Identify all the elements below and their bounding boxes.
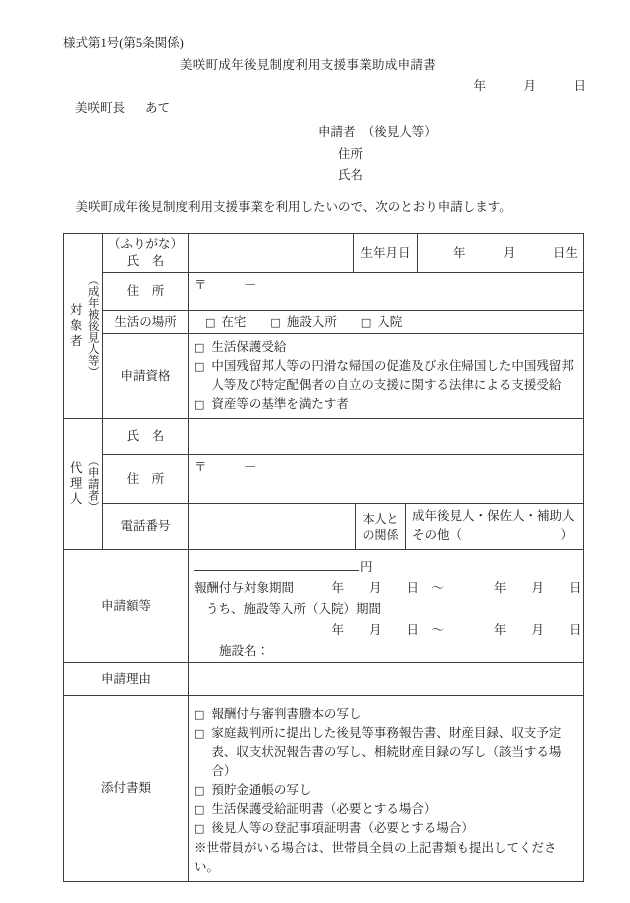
attachment-options: [194, 705, 579, 838]
subject-address-field[interactable]: 〒 －: [189, 273, 584, 311]
checkbox-label: 生活保護受給証明書（必要とする場合）: [211, 802, 437, 816]
relation-other-close: ）: [560, 528, 574, 542]
subject-group-cell: [64, 234, 103, 419]
checkbox-icon[interactable]: □: [205, 315, 216, 329]
relation-field[interactable]: [406, 504, 584, 550]
addressee-suffix: あて: [145, 101, 171, 115]
facility-period-heading: うち、施設等入所（入院）期間: [206, 602, 382, 616]
row-living-place: [64, 311, 584, 334]
checkbox-label: 資産等の基準を満たす者: [211, 397, 349, 411]
checkbox-item: [205, 313, 246, 332]
row-reason: [64, 663, 584, 696]
attachments-cell: [189, 696, 584, 882]
intro-sentence: 美咲町成年後見制度利用支援事業を利用したいので、次のとおり申請します。: [63, 200, 512, 214]
amount-label: 申請額等: [64, 550, 189, 663]
checkbox-icon[interactable]: □: [194, 803, 205, 816]
addressee-line: [75, 100, 170, 117]
date-field[interactable]: 年 月 日: [473, 79, 586, 93]
row-subject-address: [64, 273, 584, 311]
form-number: 様式第1号(第5条関係): [63, 36, 184, 50]
applicant-address-label[interactable]: 住所: [338, 147, 364, 161]
attachments-label: 添付書類: [64, 696, 189, 882]
checkbox-icon[interactable]: □: [194, 708, 205, 721]
agent-name-field[interactable]: [189, 419, 584, 455]
checkbox-item: [194, 395, 579, 414]
amount-line: [194, 557, 583, 578]
checkbox-item: [194, 781, 579, 800]
checkbox-item: [194, 724, 579, 781]
checkbox-icon[interactable]: □: [194, 398, 205, 411]
subject-group-main: 対象者: [68, 302, 83, 350]
birth-date-field[interactable]: 年 月 日生: [418, 234, 584, 273]
subject-address-label: 住 所: [103, 273, 189, 311]
checkbox-icon[interactable]: □: [360, 315, 372, 329]
checkbox-icon[interactable]: □: [270, 315, 281, 329]
living-place-label: 生活の場所: [103, 311, 189, 334]
amount-blank-field[interactable]: [194, 557, 359, 571]
checkbox-item: [194, 800, 579, 819]
checkbox-item: [270, 313, 336, 332]
applicant-heading: 申請者 （後見人等）: [318, 125, 437, 139]
row-subject-name: [64, 234, 584, 273]
row-amount: [64, 550, 584, 663]
checkbox-item: [361, 313, 402, 332]
checkbox-icon[interactable]: □: [194, 727, 205, 740]
remuneration-period-line[interactable]: 報酬付与対象期間 年 月 日 ～ 年 月 日: [194, 581, 582, 595]
furigana-label: （ふりがな）: [107, 237, 183, 251]
phone-label: 電話番号: [103, 504, 189, 550]
agent-name-label: 氏 名: [103, 419, 189, 455]
facility-period-line[interactable]: 年 月 日 ～ 年 月 日: [194, 623, 582, 637]
checkbox-label: 生活保護受給: [211, 340, 287, 354]
checkbox-icon[interactable]: □: [194, 360, 205, 373]
agent-group-label: [64, 420, 102, 548]
checkbox-item: [194, 819, 579, 838]
relation-other-open: その他（: [412, 528, 463, 542]
facility-name-label[interactable]: 施設名：: [219, 644, 270, 658]
amount-cell: [189, 550, 584, 663]
addressee-name: 美咲町長: [75, 101, 126, 115]
subject-group-sub: （成年被後見人等）: [86, 274, 99, 378]
checkbox-item: [194, 705, 579, 724]
amount-unit: 円: [360, 560, 373, 574]
birth-label: 生年月日: [354, 234, 418, 273]
checkbox-label: 報酬付与審判書謄本の写し: [211, 707, 362, 721]
agent-group-cell: [64, 419, 103, 550]
checkbox-label: 後見人等の登記事項証明書（必要とする場合）: [211, 821, 474, 835]
row-attachments: [64, 696, 584, 882]
applicant-name-label[interactable]: 氏名: [338, 168, 364, 182]
reason-label: 申請理由: [64, 663, 189, 696]
checkbox-item: [194, 338, 579, 357]
page-title: 美咲町成年後見制度利用支援事業助成申請書: [180, 58, 437, 72]
living-place-options: [189, 311, 584, 334]
reason-field[interactable]: [189, 663, 584, 696]
checkbox-item: [194, 357, 579, 395]
checkbox-label: 家庭裁判所に提出した後見等事務報告書、財産目録、収支予定表、収支状況報告書の写し、相続財産目録の写し（該当する場合）: [211, 726, 562, 778]
checkbox-icon[interactable]: □: [194, 784, 205, 797]
relation-options: 成年後見人・保佐人・補助人: [412, 509, 575, 523]
checkbox-label: 施設入所: [286, 314, 337, 329]
relation-other: [412, 526, 573, 545]
agent-group-main: 代理人: [68, 460, 83, 508]
agent-address-field[interactable]: 〒 －: [189, 455, 584, 504]
checkbox-label: 中国残留邦人等の円滑な帰国の促進及び永住帰国した中国残留邦人等及び特定配偶者の自立の支援に関する法律による支援受給: [211, 359, 574, 392]
row-qualification: [64, 334, 584, 419]
attachment-note: ※世帯員がいる場合は、世帯員全員の上記書類も提出してください。: [194, 841, 557, 874]
checkbox-label: 在宅: [221, 314, 247, 329]
checkbox-icon[interactable]: □: [194, 822, 205, 835]
row-agent-address: [64, 455, 584, 504]
phone-field[interactable]: [189, 504, 356, 550]
row-agent-name: [64, 419, 584, 455]
agent-group-sub: （申請者）: [86, 455, 99, 513]
row-phone: [64, 504, 584, 550]
name-label: 氏 名: [126, 254, 165, 268]
checkbox-icon[interactable]: □: [194, 341, 205, 354]
qualification-options: [189, 334, 584, 419]
subject-name-label-cell: [103, 234, 189, 273]
checkbox-label: 預貯金通帳の写し: [211, 783, 312, 797]
subject-group-label: [64, 235, 102, 417]
application-table: [63, 233, 584, 882]
qualification-label: 申請資格: [103, 334, 189, 419]
relation-label: 本人との関係: [356, 504, 406, 550]
checkbox-label: 入院: [377, 314, 403, 329]
subject-name-field[interactable]: [189, 234, 354, 273]
agent-address-label: 住 所: [103, 455, 189, 504]
